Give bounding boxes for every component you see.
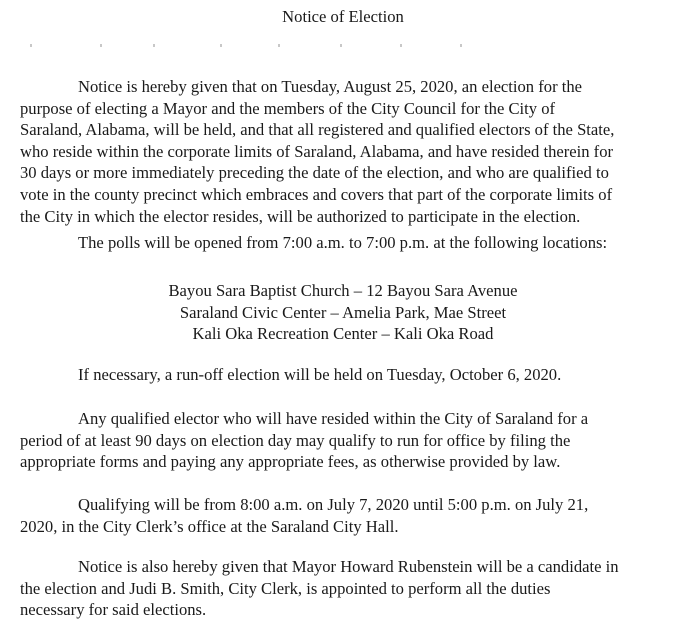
text-line: period of at least 90 days on election day may qualify to run for office by filing the: [20, 430, 571, 450]
text-line: If necessary, a run-off election will be held on Tuesday, October 6, 2020.: [78, 365, 562, 384]
polling-location: Kali Oka Recreation Center – Kali Oka Road: [192, 324, 494, 344]
text-line: Notice is hereby given that on Tuesday, August 25, 2020, an election for the: [78, 77, 583, 96]
paragraph-poll-hours: [20, 232, 670, 254]
text-line: The polls will be opened from 7:00 a.m. to 7:00 p.m. at the following locations:: [78, 233, 608, 252]
paragraph-qualifying-dates: [20, 494, 670, 537]
text-line: Qualifying will be from 8:00 a.m. on July 7, 2020 until 5:00 p.m. on July 21,: [78, 495, 589, 514]
polling-location: Bayou Sara Baptist Church – 12 Bayou Sara Avenue: [168, 281, 518, 300]
text-line: the City in which the elector resides, will be authorized to participate in the election.: [20, 206, 581, 226]
tab-mark: [220, 44, 222, 47]
text-line: appropriate forms and paying any appropriate fees, as otherwise provided by law.: [20, 452, 561, 472]
document-title: Notice of Election: [282, 7, 404, 26]
text-line: necessary for said elections.: [20, 600, 207, 620]
text-line: purpose of electing a Mayor and the members of the City Council for the City of: [20, 98, 556, 118]
text-line: Notice is also hereby given that Mayor Howard Rubenstein will be a candidate in: [78, 557, 619, 576]
text-line: vote in the county precinct which embraces and covers that part of the corporate limits of: [20, 184, 613, 204]
tab-mark: [278, 44, 280, 47]
paragraph-runoff: [20, 364, 670, 386]
polling-locations-list: [0, 280, 686, 345]
tab-mark: [30, 44, 32, 47]
paragraph-election-notice: [20, 76, 670, 227]
tab-mark: [153, 44, 155, 47]
paragraph-candidate-clerk: [20, 556, 670, 621]
text-line: the election and Judi B. Smith, City Clerk, is appointed to perform all the duties: [20, 578, 551, 598]
text-line: who reside within the corporate limits of Saraland, Alabama, and have resided therein for: [20, 141, 614, 161]
tab-mark: [100, 44, 102, 47]
text-line: Any qualified elector who will have resided within the City of Saraland for a: [78, 409, 589, 428]
text-line: Saraland, Alabama, will be held, and that all registered and qualified electors of the State,: [20, 120, 615, 140]
tab-mark: [400, 44, 402, 47]
text-line: 30 days or more immediately preceding the date of the election, and who are qualified to: [20, 163, 609, 183]
paragraph-qualify-to-run: [20, 408, 670, 473]
tab-mark: [460, 44, 462, 47]
polling-location: Saraland Civic Center – Amelia Park, Mae Street: [179, 302, 507, 322]
text-line: 2020, in the City Clerk’s office at the Saraland City Hall.: [20, 516, 399, 536]
tab-mark: [340, 44, 342, 47]
tab-stop-marks: [30, 44, 680, 50]
